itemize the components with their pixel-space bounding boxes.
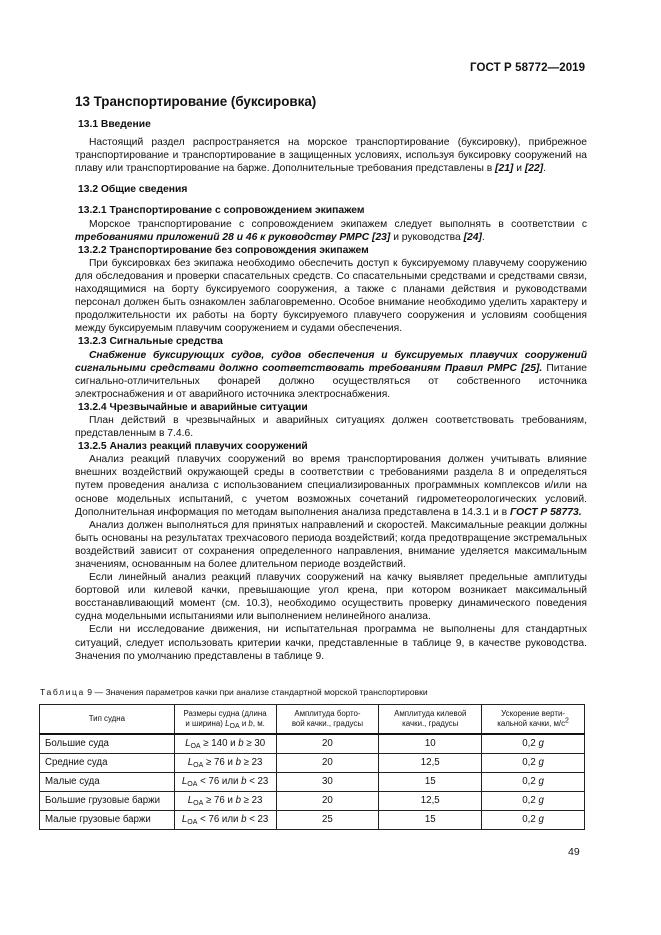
cell-dimensions: $L_{OA} \ge 76$ и b ≥ 23 — [174, 792, 276, 811]
motion-criteria-table — [39, 704, 585, 830]
cell-acceleration: 0,2 g — [482, 792, 585, 811]
table-row — [40, 754, 585, 773]
table-header-row — [40, 705, 585, 735]
table-row — [40, 792, 585, 811]
intro-paragraph: Настоящий раздел распространяется на морское транспортирование (буксировку), прибрежное транспортирование и транспортирование в защищенных условиях, используя буксировку сооружений на плаву или транспортирование на барже. Дополнительные требования представлены в [21] и [22]. — [75, 137, 587, 175]
cell-roll: 25 — [276, 811, 379, 830]
table-caption: Таблица 9 — Значения параметров качки при анализе стандартной морской транспортировки — [40, 687, 428, 697]
cell-pitch: 15 — [379, 773, 482, 792]
cell-pitch: 12,5 — [379, 754, 482, 773]
cell-vessel-type: Большие суда — [40, 734, 175, 754]
header-pitch-amplitude: Амплитуда килевой качки., градусы — [379, 705, 482, 735]
clause-paragraph-13-2-5-c: Если линейный анализ реакций плавучих сооружений на качку выявляет предельные амплитуды бортовой или килевой качки, превышающие угол крена, при котором возникает максимальный восстанавливающий момент (см. 10.3), необходимо осуществить проверку динамического поведения судна модельными испытаниями или выполнением нелинейного анализа. — [75, 572, 587, 623]
cell-dimensions: $L_{OA} < 76$ или b < 23 — [174, 773, 276, 792]
section-title: 13 Транспортирование (буксировка) — [75, 94, 317, 109]
cell-acceleration: 0,2 g — [482, 734, 585, 754]
cell-vessel-type: Средние суда — [40, 754, 175, 773]
table-row — [40, 811, 585, 830]
cell-vessel-type: Малые грузовые баржи — [40, 811, 175, 830]
cell-pitch: 12,5 — [379, 792, 482, 811]
cell-dimensions: $L_{OA} \ge 76$ и b ≥ 23 — [174, 754, 276, 773]
cell-roll: 20 — [276, 734, 379, 754]
subsection-heading-13-2: 13.2 Общие сведения — [78, 184, 188, 196]
table-row — [40, 734, 585, 754]
cell-roll: 30 — [276, 773, 379, 792]
clause-paragraph-13-2-3: Снабжение буксирующих судов, судов обеспечения и буксируемых плавучих сооружений сигнальными средствами должно соответствовать требованиям Правил РМРС [25]. Питание сигнально-отличительных фонарей должно осуществляться от собственного источника электроснабжения и от аварийного источника электроснабжения. — [75, 349, 588, 400]
cell-vessel-type: Большие грузовые баржи — [40, 792, 175, 811]
document-code: ГОСТ Р 58772—2019 — [470, 62, 586, 74]
clause-heading-13-2-4: 13.2.4 Чрезвычайные и аварийные ситуации — [78, 401, 308, 413]
cell-acceleration: 0,2 g — [482, 754, 585, 773]
cell-roll: 20 — [276, 754, 379, 773]
clause-paragraph-13-2-5-d: Если ни исследование движения, ни испытательная программа не выполнены для стандартных ситуаций, следует использовать критерии качки, представленные в таблице 9, в качестве руководства. Значения по умолчанию представлены в таблице 9. — [75, 624, 587, 662]
clause-heading-13-2-5: 13.2.5 Анализ реакций плавучих сооружений — [78, 441, 308, 453]
cell-acceleration: 0,2 g — [482, 773, 585, 792]
subsection-heading-13-1: 13.1 Введение — [78, 119, 151, 130]
header-heave-acceleration: Ускорение верти- кальной качки, $м/с^2$ — [482, 705, 585, 735]
clause-paragraph-13-2-2: При буксировках без экипажа необходимо обеспечить доступ к буксируемому плавучему сооружению для обследования и проверки спасательных средств. Со спасательными средствами и средствами связи, находящимися на борту буксируемого сооружения, а также с планами действия и руководствами персонал должен быть ознакомлен заблаговременно. Особое внимание необходимо уделить характеру и продолжительности их работы на борту буксируемого плавучего сооружения и условиям сообщения между буксируемым плавучим сооружением и судами обеспечения. — [75, 257, 587, 335]
cell-roll: 20 — [276, 792, 379, 811]
page-content — [75, 94, 587, 663]
cell-vessel-type: Малые суда — [40, 773, 175, 792]
cell-acceleration: 0,2 g — [482, 811, 585, 830]
header-roll-amplitude: Амплитуда борто- вой качки., градусы — [276, 705, 379, 735]
clause-heading-13-2-2: 13.2.2 Транспортирование без сопровождения экипажем — [78, 244, 369, 256]
clause-paragraph-13-2-5-b: Анализ должен выполняться для принятых направлений и скоростей. Максимальные реакции должны быть основаны на результатах трехчасового периода воздействий; когда предотвращение экстремальных воздействий зависит от сохранения определенного направления, внимание уделяется максимальным значениям, основанным на более длительном периоде воздействий. — [75, 519, 587, 570]
header-dimensions: Размеры судна (длина и ширина) $L_{OA}$ и b, м. — [174, 705, 276, 735]
cell-pitch: 15 — [379, 811, 482, 830]
clause-heading-13-2-1: 13.2.1 Транспортирование с сопровождением экипажем — [78, 205, 365, 217]
cell-pitch: 10 — [379, 734, 482, 754]
clause-heading-13-2-3: 13.2.3 Сигнальные средства — [78, 336, 223, 348]
header-vessel-type: Тип судна — [40, 705, 175, 735]
cell-dimensions: $L_{OA} \ge 140$ и b ≥ 30 — [174, 734, 276, 754]
clause-paragraph-13-2-1: Морское транспортирование с сопровождением экипажем следует выполнять в соответствии с требованиями приложений 28 и 46 к руководству РМРС [23] и руководства [24]. — [75, 218, 587, 243]
clause-paragraph-13-2-5-a: Анализ реакций плавучих сооружений во время транспортирования должен учитывать влияние внешних воздействий окружающей среды в соответствии с требованиями раздела 8 и определяться путем проведения анализа с использованием специализированных программных комплексов и/или на основе модельных испытаний, с учетом возможных сочетаний гидрометеорологических условий. Дополнительная информация по методам выполнения анализа представлена в 14.3.1 и в ГОСТ Р 58773. — [75, 454, 587, 518]
table-row — [40, 773, 585, 792]
cell-dimensions: $L_{OA} < 76$ или b < 23 — [174, 811, 276, 830]
clause-paragraph-13-2-4: План действий в чрезвычайных и аварийных ситуациях должен соответствовать требованиям, представленным в 7.4.6. — [75, 414, 587, 440]
page-number: 49 — [568, 846, 580, 858]
